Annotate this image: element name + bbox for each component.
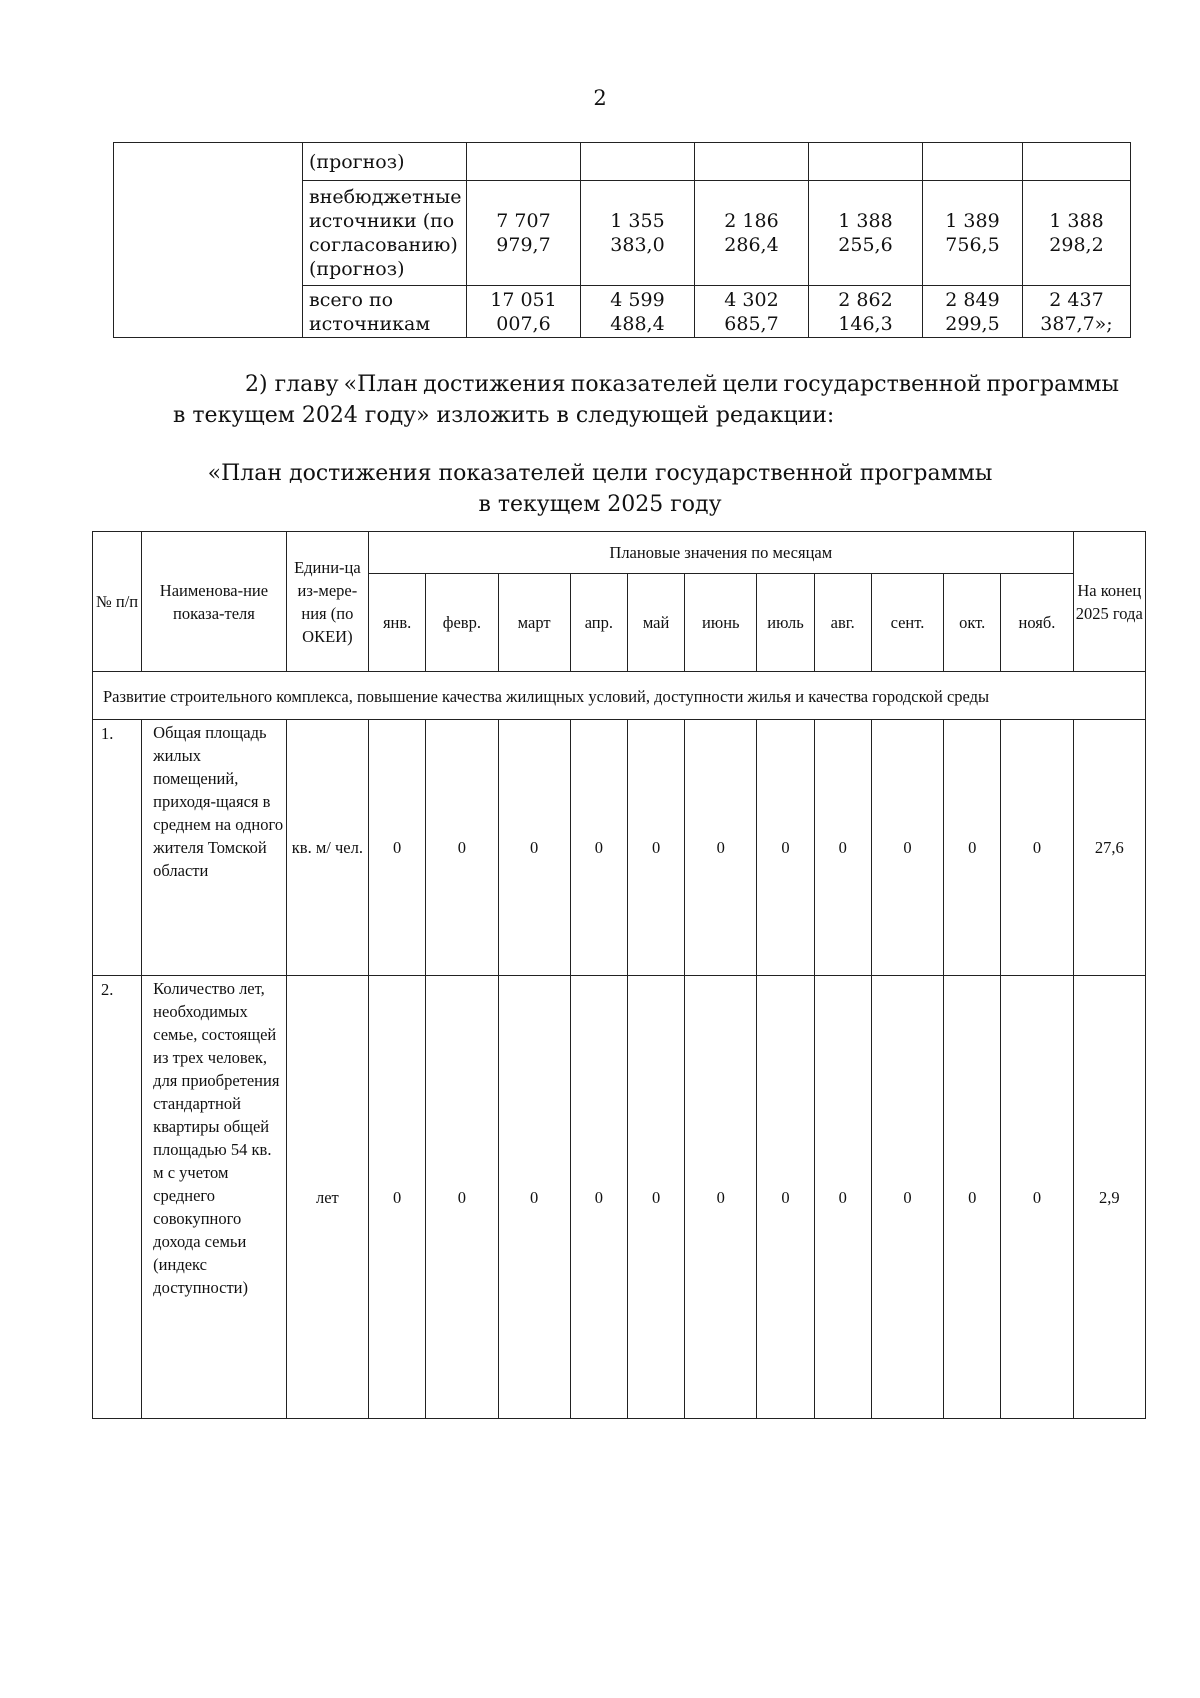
finance-cell: 2 849 299,5 [923, 286, 1023, 338]
finance-cell [467, 143, 581, 181]
header-month: нояб. [1001, 574, 1073, 672]
plan-table [92, 531, 1146, 1419]
finance-cell: 4 599 488,4 [581, 286, 695, 338]
monthly-value: 0 [944, 720, 1001, 976]
finance-cell [581, 143, 695, 181]
monthly-value: 0 [426, 976, 498, 1419]
finance-cell: 1 388 255,6 [809, 181, 923, 286]
paragraph-word: государственной [783, 372, 982, 397]
table-title-line-2: в текущем 2025 году [478, 492, 722, 517]
monthly-value: 0 [814, 720, 871, 976]
row-index: 1. [93, 720, 142, 976]
monthly-value: 0 [944, 976, 1001, 1419]
table-row [93, 976, 1146, 1419]
header-month: янв. [369, 574, 426, 672]
monthly-value: 0 [498, 720, 570, 976]
finance-row [114, 143, 1131, 181]
indicator-unit: кв. м/ чел. [286, 720, 368, 976]
indicator-unit: лет [286, 976, 368, 1419]
header-month: окт. [944, 574, 1001, 672]
finance-cell: 1 389 756,5 [923, 181, 1023, 286]
finance-row-label: внебюджетные источники (по согласованию) (прогноз) [303, 181, 467, 286]
monthly-value: 0 [570, 720, 627, 976]
table-title [0, 458, 1200, 520]
header-name: Наименова-ние показа-теля [142, 532, 287, 672]
monthly-value: 0 [627, 720, 684, 976]
monthly-value: 0 [757, 976, 814, 1419]
page-number: 2 [593, 86, 607, 110]
monthly-value: 0 [498, 976, 570, 1419]
finance-row-label: всего по источникам [303, 286, 467, 338]
header-month: июль [757, 574, 814, 672]
finance-cell: 2 186 286,4 [695, 181, 809, 286]
header-month: авг. [814, 574, 871, 672]
header-month: июнь [685, 574, 757, 672]
paragraph [173, 369, 1119, 431]
monthly-value: 0 [369, 720, 426, 976]
finance-cell: 1 388 298,2 [1023, 181, 1131, 286]
section-row [93, 672, 1146, 720]
paragraph-word: достижения [423, 372, 566, 397]
indicator-name: Общая площадь жилых помещений, приходя-щаяся в среднем на одного жителя Томской области [142, 720, 287, 976]
paragraph-word: 2) главу [245, 372, 339, 397]
header-month: сент. [871, 574, 943, 672]
paragraph-word: «План [343, 372, 419, 397]
monthly-value: 0 [757, 720, 814, 976]
row-index: 2. [93, 976, 142, 1419]
header-month: март [498, 574, 570, 672]
paragraph-line-1 [173, 369, 1119, 400]
finance-cell: 1 355 383,0 [581, 181, 695, 286]
paragraph-word: показателей [570, 372, 718, 397]
finance-cell [923, 143, 1023, 181]
indicator-name: Количество лет, необходимых семье, состоящей из трех человек, для приобретения стандартной квартиры общей площадью 54 кв. м с учетом среднего совокупного дохода семьи (индекс доступности) [142, 976, 287, 1419]
finance-cell: 17 051 007,6 [467, 286, 581, 338]
paragraph-word: программы [986, 372, 1119, 397]
monthly-value: 0 [426, 720, 498, 976]
monthly-value: 0 [685, 720, 757, 976]
header-month: апр. [570, 574, 627, 672]
finance-cell [695, 143, 809, 181]
monthly-value: 0 [570, 976, 627, 1419]
header-month: май [627, 574, 684, 672]
paragraph-line-2: в текущем 2024 году» изложить в следующей редакции: [173, 403, 835, 428]
monthly-value: 0 [814, 976, 871, 1419]
monthly-value: 0 [1001, 976, 1073, 1419]
monthly-value: 0 [1001, 720, 1073, 976]
finance-cell: 7 707 979,7 [467, 181, 581, 286]
monthly-value: 0 [685, 976, 757, 1419]
paragraph-word: цели [722, 372, 779, 397]
header-months-group: Плановые значения по месяцам [369, 532, 1074, 574]
finance-table [113, 142, 1131, 338]
header-end-of-year: На конец 2025 года [1073, 532, 1145, 672]
monthly-value: 0 [369, 976, 426, 1419]
finance-cell: 2 862 146,3 [809, 286, 923, 338]
finance-cell [1023, 143, 1131, 181]
finance-row-label: (прогноз) [303, 143, 467, 181]
monthly-value: 0 [871, 976, 943, 1419]
end-of-year-value: 2,9 [1073, 976, 1145, 1419]
monthly-value: 0 [871, 720, 943, 976]
finance-cell [809, 143, 923, 181]
plan-header-row [93, 532, 1146, 574]
header-unit: Едини-ца из-мере-ния (по ОКЕИ) [286, 532, 368, 672]
finance-blank-cell [114, 143, 303, 338]
header-num: № п/п [93, 532, 142, 672]
monthly-value: 0 [627, 976, 684, 1419]
finance-cell: 4 302 685,7 [695, 286, 809, 338]
table-title-line-1: «План достижения показателей цели государственной программы [207, 461, 993, 486]
finance-cell: 2 437 387,7»; [1023, 286, 1131, 338]
header-month: февр. [426, 574, 498, 672]
table-row [93, 720, 1146, 976]
section-title: Развитие строительного комплекса, повышение качества жилищных условий, доступности жилья и качества городской среды [93, 672, 1146, 720]
end-of-year-value: 27,6 [1073, 720, 1145, 976]
